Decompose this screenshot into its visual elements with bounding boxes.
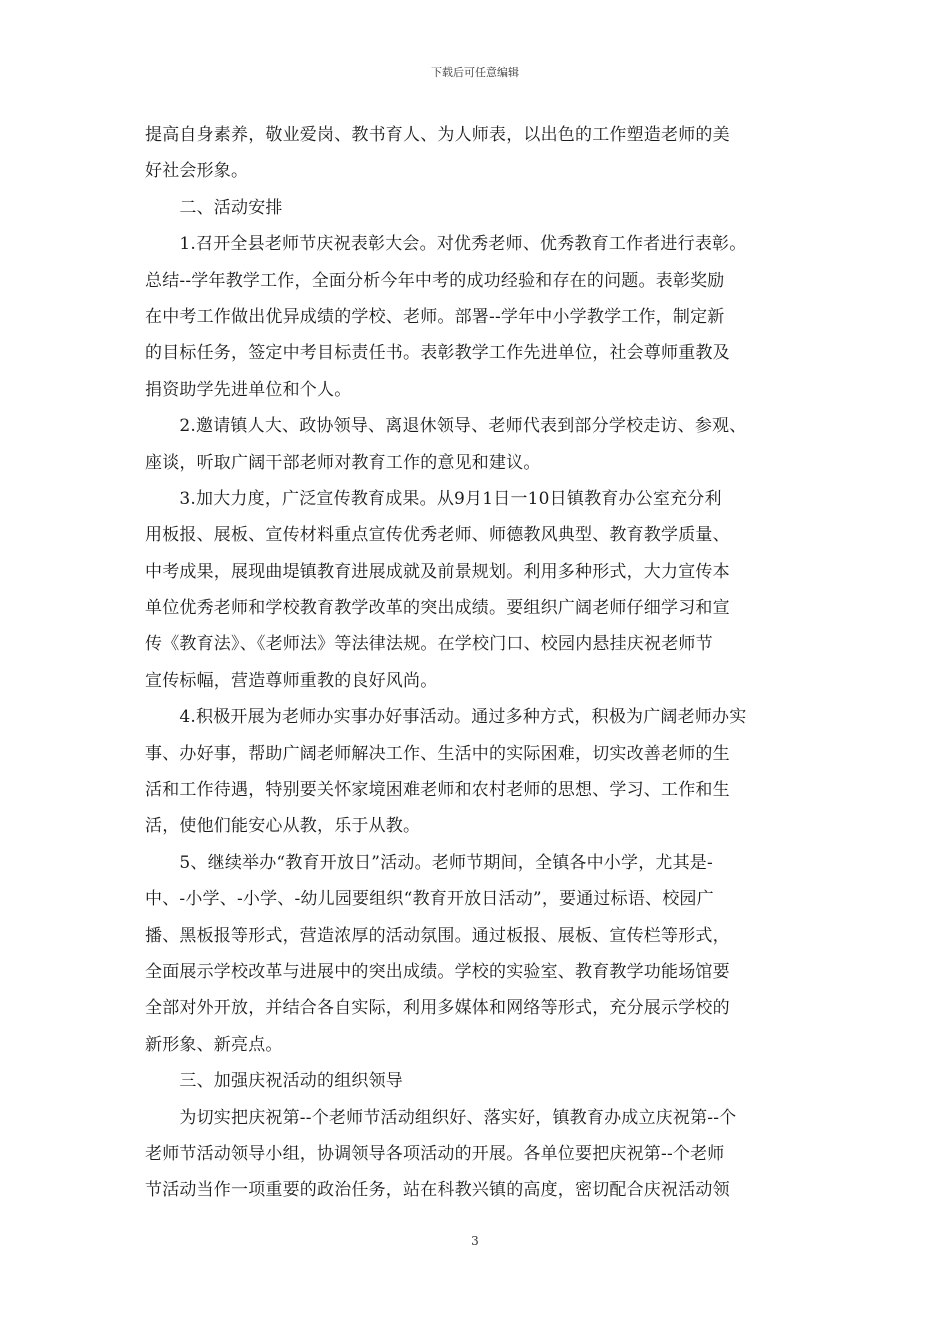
- text-line: 播、黑板报等形式，营造浓厚的活动氛围。通过板报、展板、宣传栏等形式，: [145, 925, 730, 946]
- page-number: 3: [471, 1234, 479, 1248]
- text-line: 传《教育法》、《老师法》等法律法规。在学校门口、校园内悬挂庆祝老师节: [145, 634, 713, 655]
- section-heading: 三、加强庆祝活动的组织领导: [145, 1071, 403, 1092]
- text-line: 全部对外开放，并结合各自实际，利用多媒体和网络等形式，充分展示学校的: [145, 998, 730, 1019]
- section-heading: 二、活动安排: [145, 197, 283, 218]
- text-line: 5、继续举办“教育开放日”活动。老师节期间，全镇各中小学，尤其是-: [145, 852, 713, 873]
- text-line: 捐资助学先进单位和个人。: [145, 379, 352, 400]
- text-line: 4.积极开展为老师办实事办好事活动。通过多种方式，积极为广阔老师办实: [145, 707, 747, 728]
- text-line: 单位优秀老师和学校教育教学改革的突出成绩。要组织广阔老师仔细学习和宣: [145, 598, 730, 619]
- text-line: 活，使他们能安心从教，乐于从教。: [145, 816, 421, 837]
- text-line: 节活动当作一项重要的政治任务，站在科教兴镇的高度，密切配合庆祝活动领: [145, 1180, 730, 1201]
- text-line: 1.召开全县老师节庆祝表彰大会。对优秀老师、优秀教育工作者进行表彰。: [145, 234, 747, 255]
- text-line: 总结--学年教学工作，全面分析今年中考的成功经验和存在的问题。表彰奖励: [145, 270, 725, 291]
- text-line: 事、办好事，帮助广阔老师解决工作、生活中的实际困难，切实改善老师的生: [145, 743, 730, 764]
- text-line: 老师节活动领导小组，协调领导各项活动的开展。各单位要把庆祝第--个老师: [145, 1143, 725, 1164]
- text-line: 3.加大力度，广泛宣传教育成果。从9月1日一10日镇教育办公室充分利: [145, 488, 722, 509]
- text-line: 全面展示学校改革与进展中的突出成绩。学校的实验室、教育教学功能场馆要: [145, 961, 730, 982]
- text-line: 新形象、新亮点。: [145, 1034, 283, 1055]
- text-line: 2.邀请镇人大、政协领导、离退休领导、老师代表到部分学校走访、参观、: [145, 416, 747, 437]
- text-line: 中、-小学、-小学、-幼儿园要组织“教育开放日活动”，要通过标语、校园广: [145, 889, 714, 910]
- document-body: [145, 117, 810, 1209]
- text-line: 中考成果，展现曲堤镇教育进展成就及前景规划。利用多种形式，大力宣传本: [145, 561, 730, 582]
- text-line: 在中考工作做出优异成绩的学校、老师。部署--学年中小学教学工作，制定新: [145, 306, 725, 327]
- text-line: 活和工作待遇，特别要关怀家境困难老师和农村老师的思想、学习、工作和生: [145, 780, 730, 801]
- text-line: 提高自身素养，敬业爱岗、教书育人、为人师表，以出色的工作塑造老师的美: [145, 125, 730, 145]
- text-line: 的目标任务，签定中考目标责任书。表彰教学工作先进单位，社会尊师重教及: [145, 343, 730, 364]
- text-line: 为切实把庆祝第--个老师节活动组织好、落实好，镇教育办成立庆祝第--个: [145, 1107, 737, 1128]
- text-line: 宣传标幅，营造尊师重教的良好风尚。: [145, 670, 438, 691]
- text-line: 座谈，听取广阔干部老师对教育工作的意见和建议。: [145, 452, 541, 473]
- text-line: 用板报、展板、宣传材料重点宣传优秀老师、师德教风典型、教育教学质量、: [145, 525, 730, 546]
- text-line: 好社会形象。: [145, 161, 249, 182]
- page-header: 下载后可任意编辑: [431, 66, 519, 79]
